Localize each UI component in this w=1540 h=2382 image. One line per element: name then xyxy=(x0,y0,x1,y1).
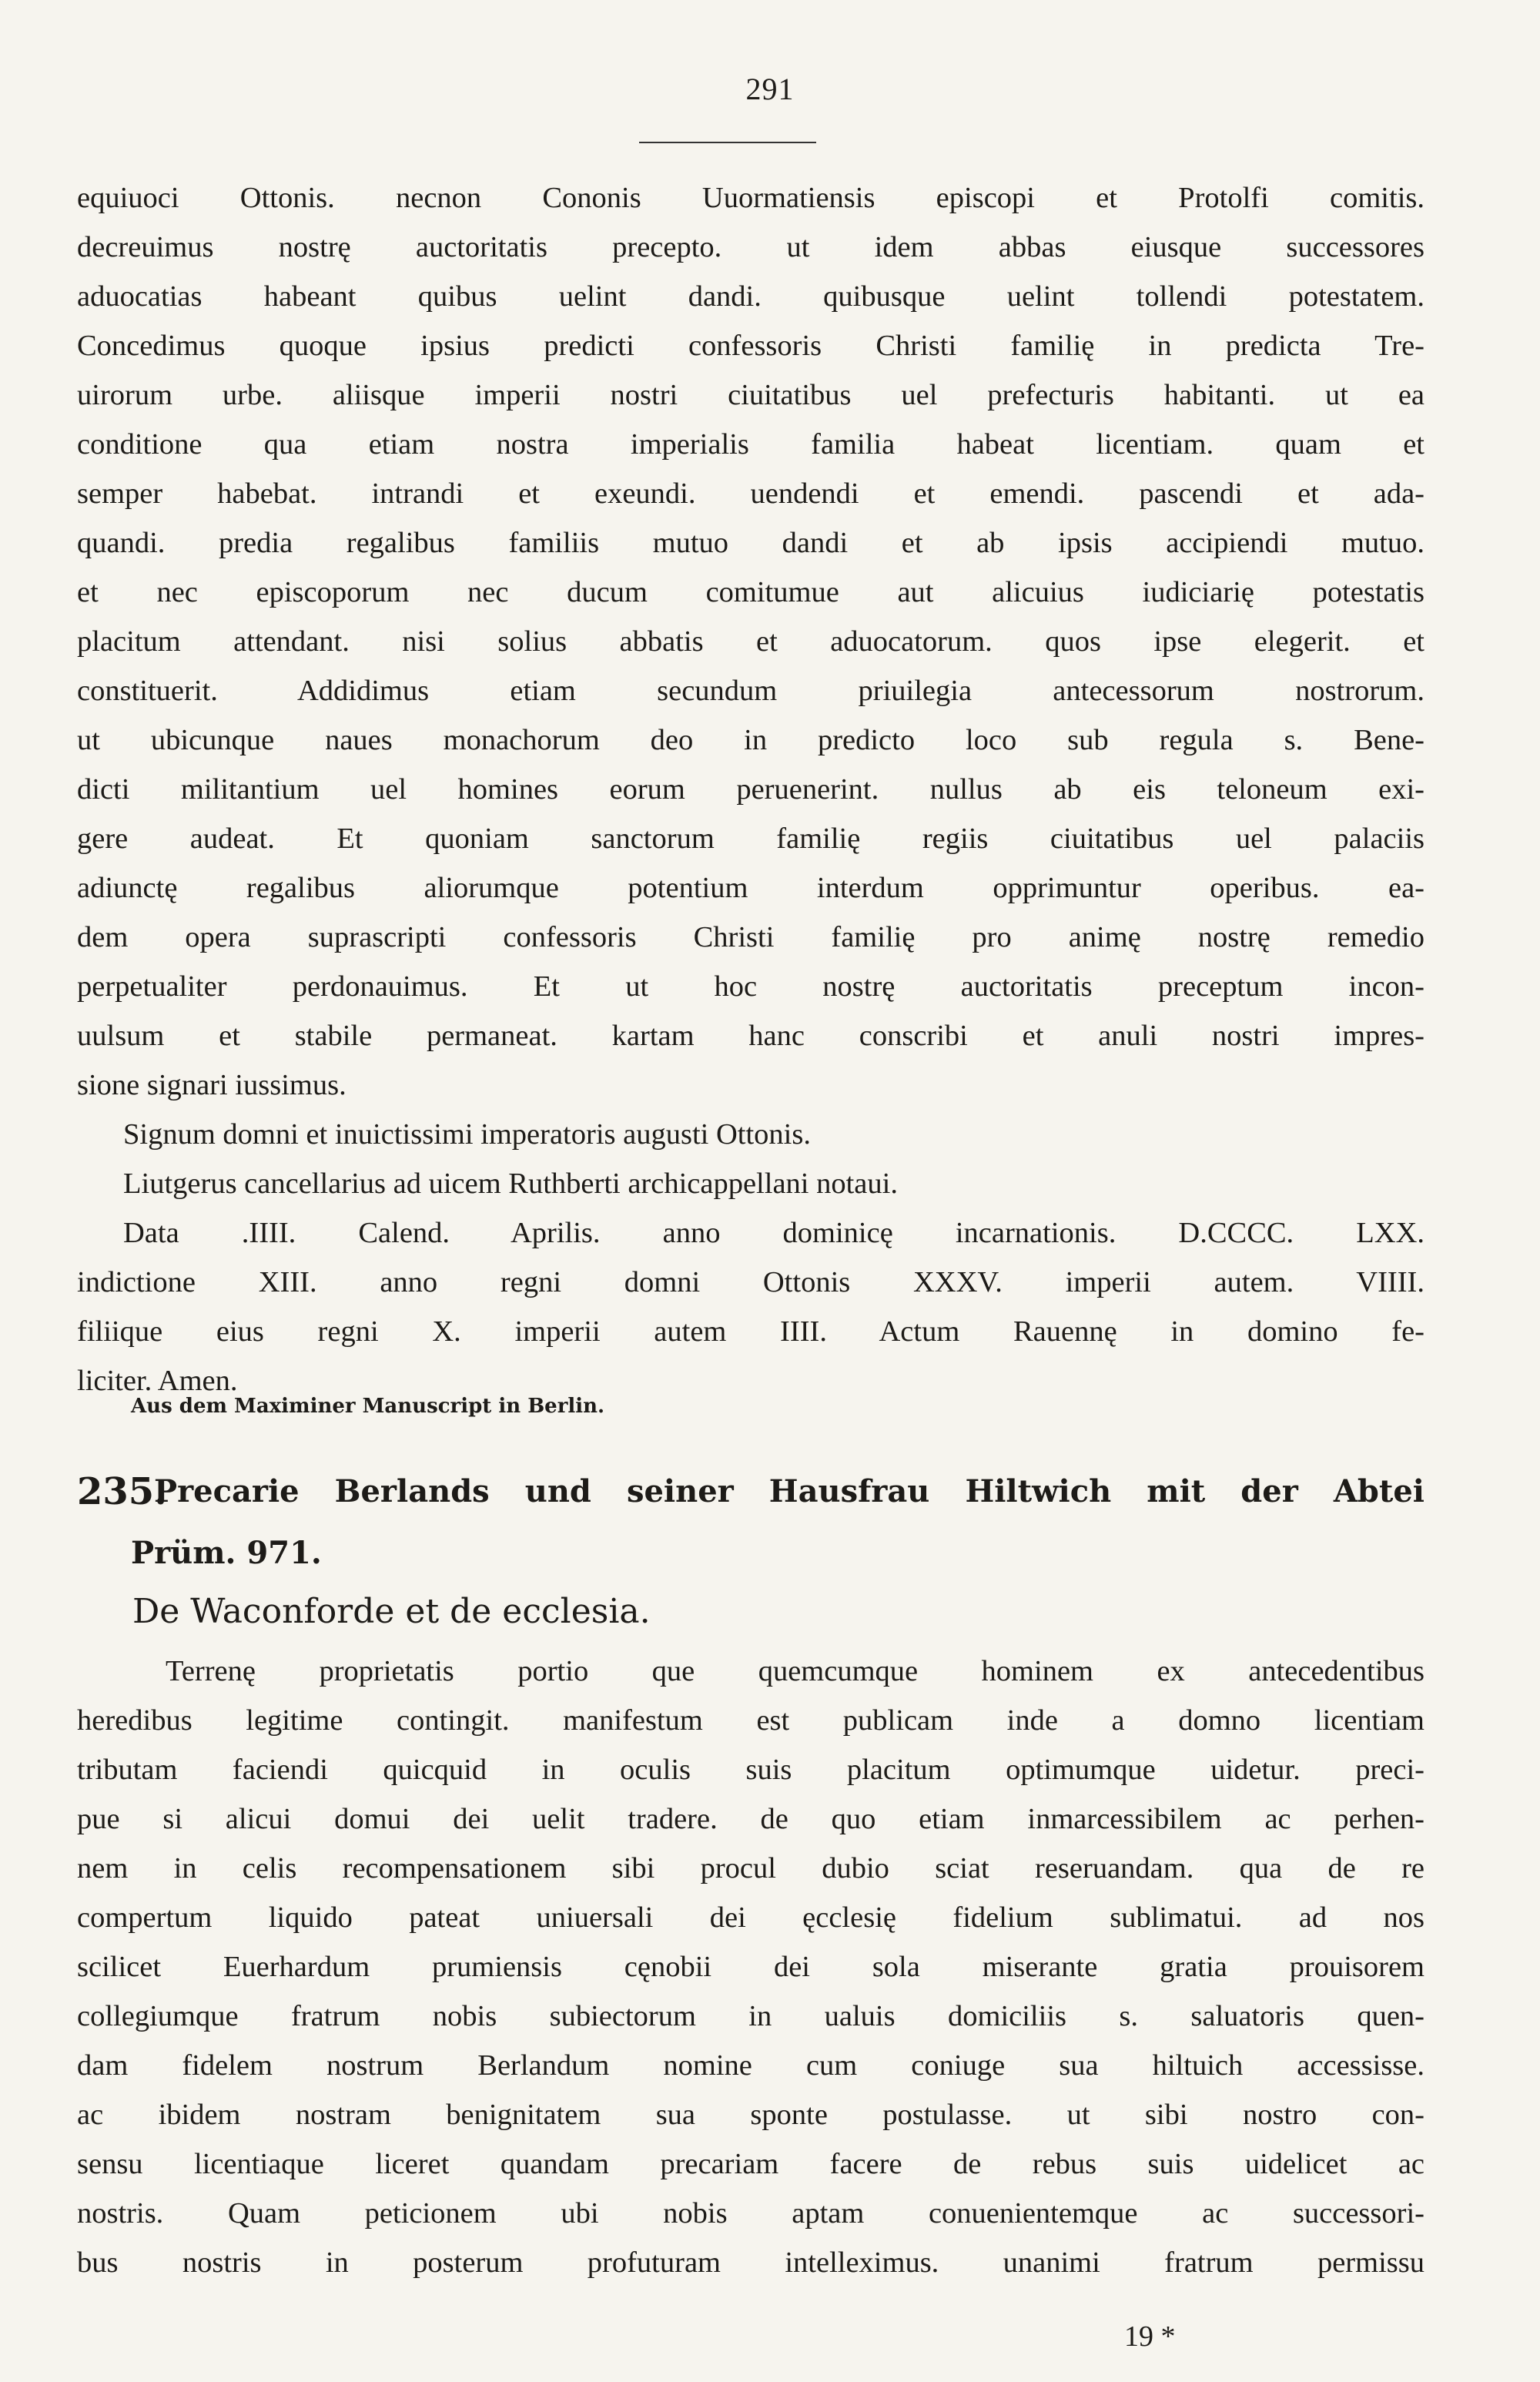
body-line: equiuoci Ottonis. necnon Cononis Uuormatiensis episcopi et Protolfi comitis. xyxy=(77,182,1424,214)
charter-line: heredibus legitime contingit. manifestum est publicam inde a domno licentiam xyxy=(77,1704,1424,1737)
dating-line: filiique eius regni X. imperii autem IIII. Actum Rauennę in domino fe- xyxy=(77,1315,1424,1348)
body-line: conditione qua etiam nostra imperialis familia habeat licentiam. quam et xyxy=(77,428,1424,461)
charter-line: Terrenę proprietatis portio que quemcumque hominem ex antecedentibus xyxy=(166,1655,1424,1687)
body-line: semper habebat. intrandi et exeundi. uendendi et emendi. pascendi et ada- xyxy=(77,477,1424,510)
body-line: constituerit. Addidimus etiam secundum priuilegia antecessorum nostrorum. xyxy=(77,675,1424,707)
charter-heading-date: Prüm. 971. xyxy=(131,1535,322,1571)
charter-line: dam fidelem nostrum Berlandum nomine cum coniuge sua hiltuich accessisse. xyxy=(77,2049,1424,2082)
charter-heading: Precarie Berlands und seiner Hausfrau Hiltwich mit der Abtei xyxy=(154,1473,1424,1509)
charter-line: nostris. Quam peticionem ubi nobis aptam conuenientemque ac successori- xyxy=(77,2197,1424,2230)
chancellor-line: Liutgerus cancellarius ad uicem Ruthberti archicappellani notaui. xyxy=(123,1168,898,1200)
dating-line: Data .IIII. Calend. Aprilis. anno dominicę incarnationis. D.CCCC. LXX. xyxy=(123,1217,1424,1249)
charter-line: compertum liquido pateat uniuersali dei ęcclesię fidelium sublimatui. ad nos xyxy=(77,1901,1424,1934)
charter-line: bus nostris in posterum profuturam intelleximus. unanimi fratrum permissu xyxy=(77,2246,1424,2279)
body-line: Concedimus quoque ipsius predicti confessoris Christi familię in predicta Tre- xyxy=(77,330,1424,362)
source-note: Aus dem Maximiner Manuscript in Berlin. xyxy=(131,1395,605,1418)
body-line: ut ubicunque naues monachorum deo in predicto loco sub regula s. Bene- xyxy=(77,724,1424,756)
charter-title: De Waconforde et de ecclesia. xyxy=(132,1592,651,1631)
body-line: decreuimus nostrę auctoritatis precepto. ut idem abbas eiusque successores xyxy=(77,231,1424,263)
signature-mark: 19 * xyxy=(1124,2320,1176,2353)
body-line: dem opera suprascripti confessoris Christi familię pro animę nostrę remedio xyxy=(77,921,1424,953)
charter-line: ac ibidem nostram benignitatem sua sponte postulasse. ut sibi nostro con- xyxy=(77,2099,1424,2131)
body-line: sione signari iussimus. xyxy=(77,1069,346,1101)
body-line: dicti militantium uel homines eorum peruenerint. nullus ab eis teloneum exi- xyxy=(77,773,1424,806)
charter-number: 235. xyxy=(77,1470,167,1513)
body-line: adiunctę regalibus aliorumque potentium interdum opprimuntur operibus. ea- xyxy=(77,872,1424,904)
body-line: gere audeat. Et quoniam sanctorum familię regiis ciuitatibus uel palaciis xyxy=(77,822,1424,855)
body-line: aduocatias habeant quibus uelint dandi. quibusque uelint tollendi potestatem. xyxy=(77,280,1424,313)
dating-line: indictione XIII. anno regni domni Ottonis XXXV. imperii autem. VIIII. xyxy=(77,1266,1424,1298)
charter-line: nem in celis recompensationem sibi procul dubio sciat reseruandam. qua de re xyxy=(77,1852,1424,1884)
charter-line: sensu licentiaque liceret quandam precariam facere de rebus suis uidelicet ac xyxy=(77,2148,1424,2180)
body-line: perpetualiter perdonauimus. Et ut hoc nostrę auctoritatis preceptum incon- xyxy=(77,970,1424,1003)
body-line: placitum attendant. nisi solius abbatis et aduocatorum. quos ipse elegerit. et xyxy=(77,625,1424,658)
charter-line: scilicet Euerhardum prumiensis cęnobii dei sola miserante gratia prouisorem xyxy=(77,1951,1424,1983)
signum-line: Signum domni et inuictissimi imperatoris augusti Ottonis. xyxy=(123,1118,811,1151)
page-number: 291 xyxy=(745,72,795,106)
header-rule xyxy=(639,142,816,143)
body-line: quandi. predia regalibus familiis mutuo dandi et ab ipsis accipiendi mutuo. xyxy=(77,527,1424,559)
dating-line: liciter. Amen. xyxy=(77,1365,238,1397)
charter-line: tributam faciendi quicquid in oculis suis placitum optimumque uidetur. preci- xyxy=(77,1754,1424,1786)
charter-line: pue si alicui domui dei uelit tradere. de quo etiam inmarcessibilem ac perhen- xyxy=(77,1803,1424,1835)
body-line: et nec episcoporum nec ducum comitumue aut alicuius iudiciarię potestatis xyxy=(77,576,1424,608)
charter-line: collegiumque fratrum nobis subiectorum in ualuis domiciliis s. saluatoris quen- xyxy=(77,2000,1424,2032)
body-line: uulsum et stabile permaneat. kartam hanc conscribi et anuli nostri impres- xyxy=(77,1020,1424,1052)
body-line: uirorum urbe. aliisque imperii nostri ciuitatibus uel prefecturis habitanti. ut ea xyxy=(77,379,1424,411)
